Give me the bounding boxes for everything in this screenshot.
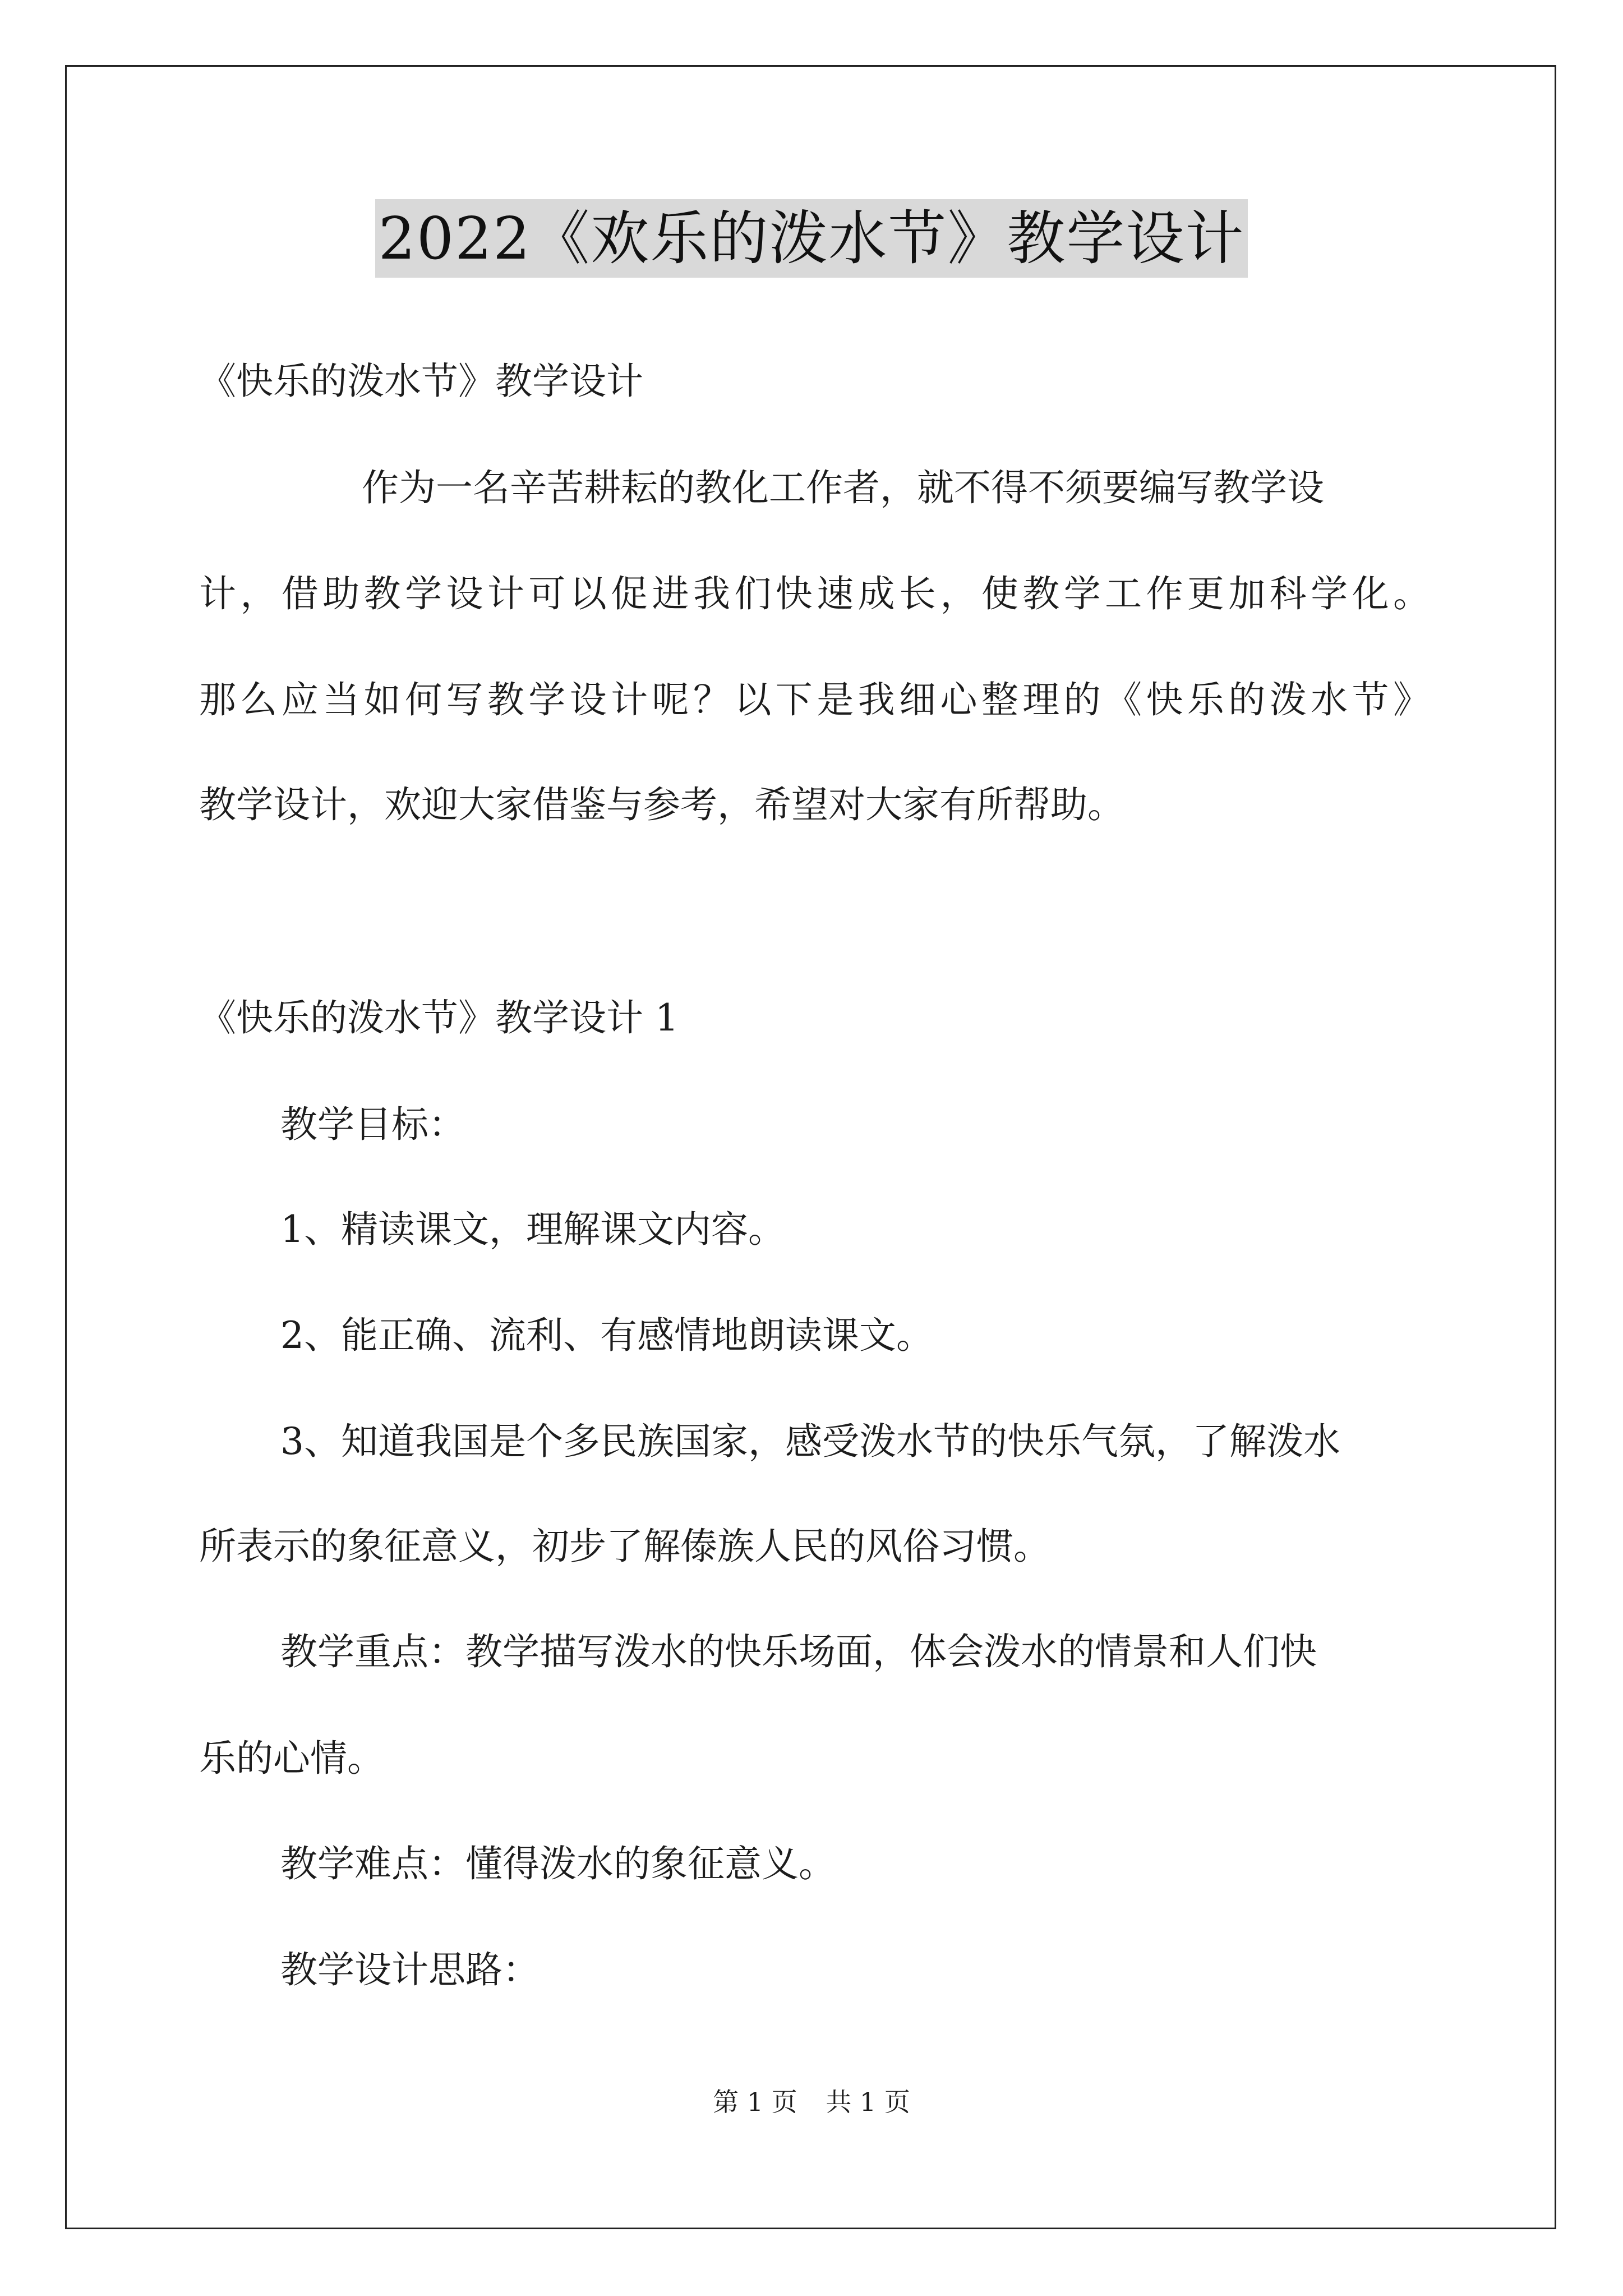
intro-line-1: 作为一名辛苦耕耘的教化工作者，就不得不须要编写教学设 [362,466,1324,509]
difficulty: 教学难点：懂得泼水的象征意义。 [280,1842,836,1885]
intro-line-3: 那么应当如何写教学设计呢？以下是我细心整理的《快乐的泼水节》 [199,678,1430,721]
goal-3-line-1: 3、知道我国是个多民族国家，感受泼水节的快乐气氛，了解泼水 [280,1420,1340,1463]
key-point-line-1: 教学重点：教学描写泼水的快乐场面，体会泼水的情景和人们快 [280,1630,1317,1673]
page-total: 共 1 页 [826,2087,910,2117]
page-number: 第 1 页 [713,2087,797,2117]
goals-heading: 教学目标： [280,1103,465,1146]
goal-1: 1、精读课文，理解课文内容。 [280,1208,785,1251]
subtitle: 《快乐的泼水节》教学设计 [199,360,643,403]
intro-line-2: 计，借助教学设计可以促进我们快速成长，使教学工作更加科学化。 [199,572,1430,615]
intro-line-4: 教学设计，欢迎大家借鉴与参考，希望对大家有所帮助。 [199,783,1124,826]
goal-2: 2、能正确、流利、有感情地朗读课文。 [280,1314,933,1357]
title-container [0,199,1623,278]
document-title: 2022《欢乐的泼水节》教学设计 [375,199,1248,278]
key-point-line-2: 乐的心情。 [199,1737,384,1780]
section-title: 《快乐的泼水节》教学设计 1 [199,996,679,1039]
page-footer [0,2085,1623,2119]
design-idea: 教学设计思路： [280,1948,540,1991]
goal-3-line-2: 所表示的象征意义，初步了解傣族人民的风俗习惯。 [199,1525,1050,1568]
